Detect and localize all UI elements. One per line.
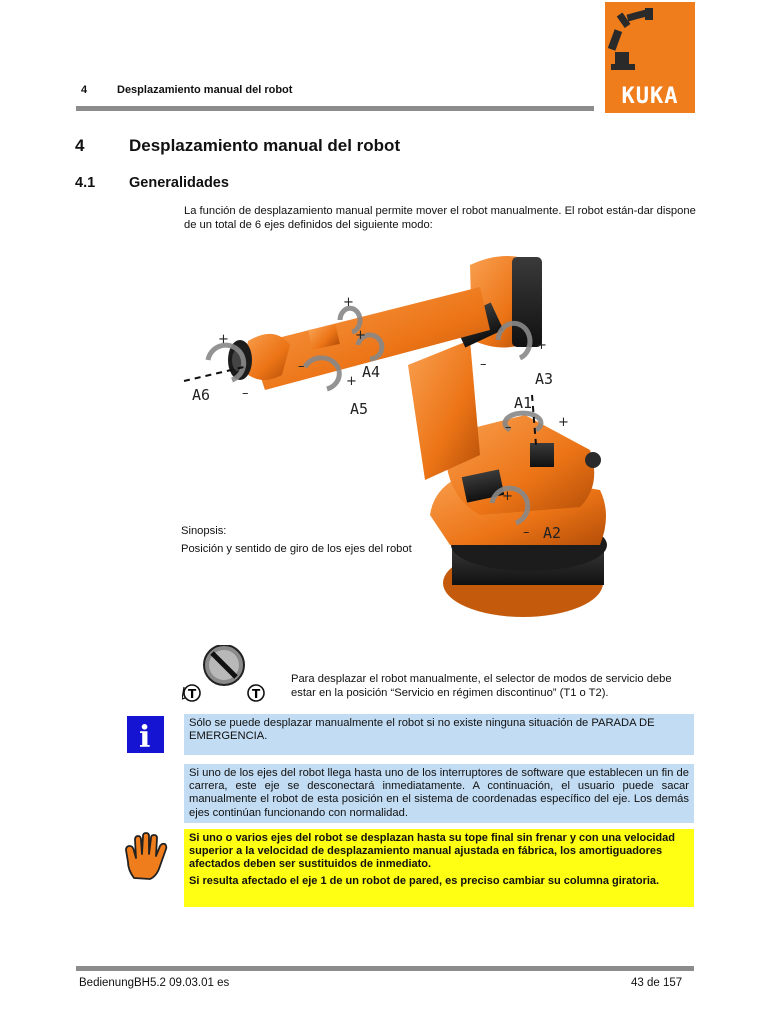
axis-label-a1: A1 [514,394,533,412]
warning-box [184,829,694,907]
note-software-limit: Si uno de los ejes del robot llega hasta uno de los interruptores de software que establecen un fin de carrera, este eje se desconectará inmediatamente. A continuación, el usuario puede sacar manualmente el robot de esta posición en el sistema de coordenadas específico del eje. Los demás ejes continúan funcionando con normalidad. [184,764,694,823]
robot-axes-figure [180,245,620,635]
minus-sign: – [505,420,512,435]
figure-caption-text: Posición y sentido de giro de los ejes del robot [181,543,412,555]
intro-paragraph: La función de desplazamiento manual permite mover el robot manualmente. El robot están-dar dispone de un total de 6 ejes definidos del siguiente modo: [184,205,696,231]
warning-buffer-text: Si uno o varios ejes del robot se desplazan hasta su tope final sin frenar y con una velocidad superior a la velocidad de desplazamiento manual ajustada en fábrica, los amortiguadores afectados deben ser sustituidos de inmediato. [189,832,675,870]
minus-sign: – [298,359,305,374]
heading2-number: 4.1 [75,175,96,191]
figure-caption-label: Sinopsis: [181,525,227,537]
note-emergency-stop: Sólo se puede desplazar manualmente el robot si no existe ninguna situación de PARADA DE EMERGENCIA. [184,714,694,755]
logo-wordmark: KUKA [621,84,679,109]
footer-rule [76,966,694,971]
axis-label-a3: A3 [535,370,554,388]
plus-sign: + [218,332,229,347]
minus-sign: – [480,357,487,372]
axis-label-a6: A6 [192,386,211,404]
mode-t1-label: T [188,687,197,701]
logo-robot-icon [605,2,695,82]
mode-selector-switch-icon [182,645,274,707]
mode-selector-text: Para desplazar el robot manualmente, el selector de modos de servicio debe estar en la posición “Servicio en régimen discontinuo” (T1 o T2). [291,673,672,699]
axis-label-a5: A5 [350,400,369,418]
minus-sign: – [242,386,249,401]
kuka-logo [605,2,695,113]
mode-t2-label: T [252,687,261,701]
minus-sign: – [523,525,530,540]
plus-sign: + [502,489,513,504]
axis-label-a4: A4 [362,363,381,381]
header-rule [76,106,594,111]
info-icon [127,716,164,753]
footer-doc-id: BedienungBH5.2 09.03.01 es [79,977,230,989]
header-chapter-number: 4 [81,84,88,96]
plus-sign: + [355,328,366,343]
info-icon-letter: i [139,720,151,753]
plus-sign: + [536,338,547,353]
header-chapter-title: Desplazamiento manual del robot [117,84,293,96]
heading1-title: Desplazamiento manual del robot [129,136,401,155]
hand-warning-icon [124,832,168,882]
axis-label-a2: A2 [543,524,562,542]
plus-sign: + [343,295,354,310]
heading1-number: 4 [75,136,85,155]
heading2-title: Generalidades [129,175,229,191]
robot-body [228,256,607,617]
plus-sign: + [346,374,357,389]
plus-sign: + [558,415,569,430]
footer-page-number: 43 de 157 [631,977,683,989]
warning-wall-robot-text: Si resulta afectado el eje 1 de un robot de pared, es preciso cambiar su columna giratoria. [189,875,660,887]
